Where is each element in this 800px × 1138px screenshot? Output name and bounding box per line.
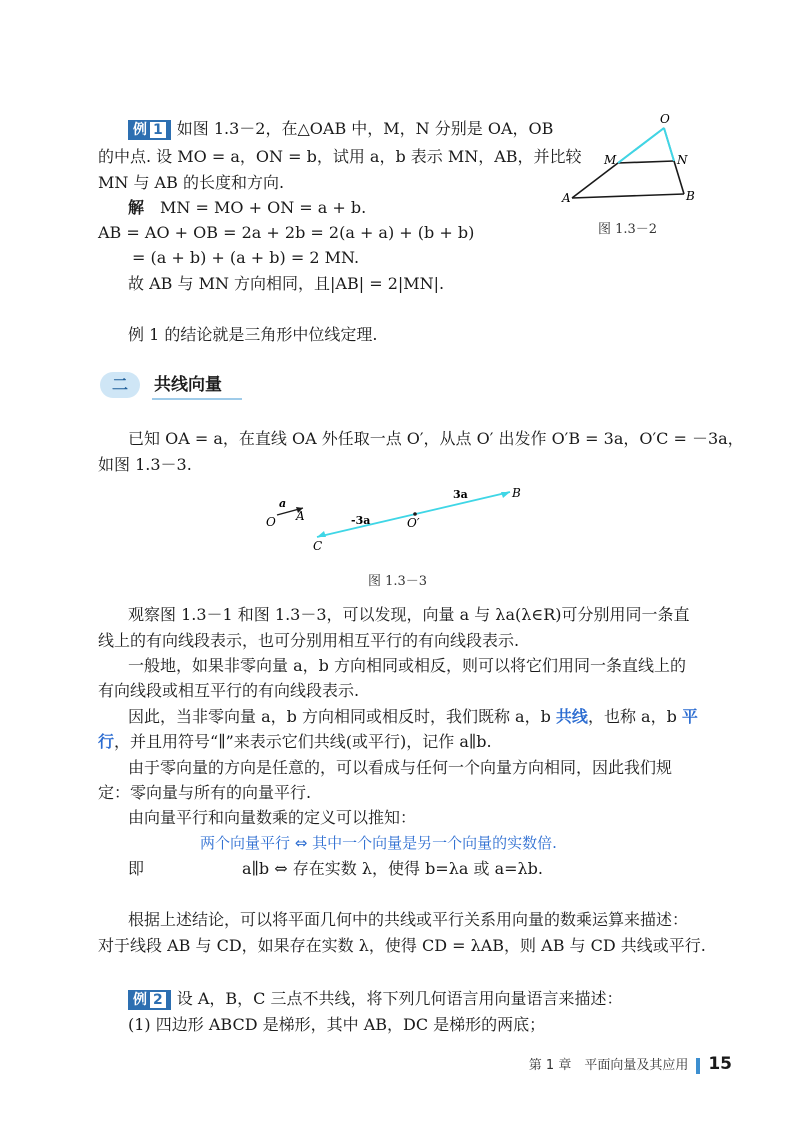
example2-label: 例 2 (128, 990, 171, 1010)
label-n: N (677, 153, 688, 167)
para3-line1: 一般地，如果非零向量 a，b 方向相同或相反，则可以将它们用同一条直线上的 (128, 656, 686, 675)
para1-line2: 如图 1.3－3. (98, 455, 192, 474)
section-title: 共线向量 (154, 375, 222, 395)
example2-item1: (1) 四边形 ABCD 是梯形，其中 AB，DC 是梯形的两底； (128, 1015, 546, 1034)
label-b: B (686, 189, 695, 203)
figure2-caption: 图 1.3－3 (368, 574, 428, 589)
label-a: A (562, 191, 571, 205)
label-c2: C (313, 539, 323, 553)
equiv-statement: a∥b ⇔ 存在实数 λ，使得 b=λa 或 a=λb. (242, 859, 543, 878)
label-3a: 3a (453, 488, 468, 501)
solution-line3: = (a + b) + (a + b) = 2 MN. (132, 248, 360, 267)
example1-line3: MN 与 AB 的长度和方向. (98, 173, 285, 192)
equiv-prefix: 即 (128, 859, 145, 878)
para4-line1: 因此，当非零向量 a，b 方向相同或相反时，我们既称 a，b 共线，也称 a，b 平 (128, 707, 698, 726)
para1-line1: 已知 OA = a，在直线 OA 外任取一点 O′，从点 O′ 出发作 O′B = 3a，O′C = －3a， (128, 429, 744, 448)
theorem: 两个向量平行 ⇔ 其中一个向量是另一个向量的实数倍. (200, 834, 557, 852)
label-minus-3a: -3a (351, 514, 371, 527)
term-parallel-part2: 行 (98, 732, 115, 751)
label-m: M (604, 153, 617, 167)
vector-mo (618, 128, 664, 163)
section-heading (100, 368, 250, 402)
para2-line2: 线上的有向线段表示，也可分别用相互平行的有向线段表示. (98, 631, 520, 650)
label-a2: A (296, 509, 305, 523)
segment-ab (572, 194, 684, 198)
label-b2: B (512, 486, 521, 500)
para7-line1: 根据上述结论，可以将平面几何中的共线或平行关系用向量的数乘运算来描述： (128, 910, 689, 929)
page-footer (529, 1054, 732, 1074)
arrow-b (501, 492, 510, 498)
para7-line2: 对于线段 AB 与 CD，如果存在实数 λ，使得 CD = λAB，则 AB 与 CD 共线或平行. (98, 936, 706, 955)
solution-line4: 故 AB 与 MN 方向相同，且|AB| = 2|MN|. (128, 274, 445, 293)
section-underline (152, 398, 242, 400)
example2-line1: 例 2 设 A，B，C 三点不共线，将下列几何语言用向量语言来描述： (128, 987, 622, 1011)
section-badge: 二 (100, 372, 140, 398)
solution-line1: 解 MN = MO + ON = a + b. (128, 198, 367, 217)
label-o2: O (266, 515, 276, 529)
segment-mn (618, 161, 674, 163)
para5-line1: 由于零向量的方向是任意的，可以看成与任何一个向量方向相同，因此我们规 (128, 758, 673, 777)
arrow-c (317, 531, 326, 537)
figure-collinear (255, 482, 545, 562)
example1-line1: 例 1 如图 1.3－2，在△OAB 中，M，N 分别是 OA，OB (128, 117, 553, 141)
vector-on (664, 128, 674, 161)
label-o-prime: O′ (407, 516, 420, 530)
para6: 由向量平行和向量数乘的定义可以推知： (128, 808, 417, 827)
footer-divider (696, 1058, 700, 1074)
para5-line2: 定：零向量与所有的向量平行. (98, 783, 312, 802)
label-vec-a: a (279, 497, 287, 510)
example1-label: 例 1 (128, 120, 171, 140)
example1-line2: 的中点. 设 MO = a，ON = b，试用 a，b 表示 MN，AB，并比较 (98, 147, 582, 166)
solution-line2: AB = AO + OB = 2a + 2b = 2(a + a) + (b + b) (98, 223, 475, 242)
term-collinear: 共线 (555, 707, 588, 726)
footer-chapter: 第 1 章 平面向量及其应用 (528, 1058, 689, 1073)
page-number: 15 (708, 1054, 732, 1074)
label-o: O (660, 112, 670, 126)
figure1-caption: 图 1.3－2 (598, 222, 658, 237)
term-parallel-part1: 平 (681, 707, 698, 726)
para3-line2: 有向线段或相互平行的有向线段表示. (98, 681, 360, 700)
para4-line2: 行，并且用符号“∥”来表示它们共线(或平行)，记作 a∥b. (98, 732, 492, 751)
remark: 例 1 的结论就是三角形中位线定理. (128, 325, 378, 344)
para2-line1: 观察图 1.3－1 和图 1.3－3，可以发现，向量 a 与 λa(λ∈R)可分别用同一条直 (128, 605, 690, 624)
